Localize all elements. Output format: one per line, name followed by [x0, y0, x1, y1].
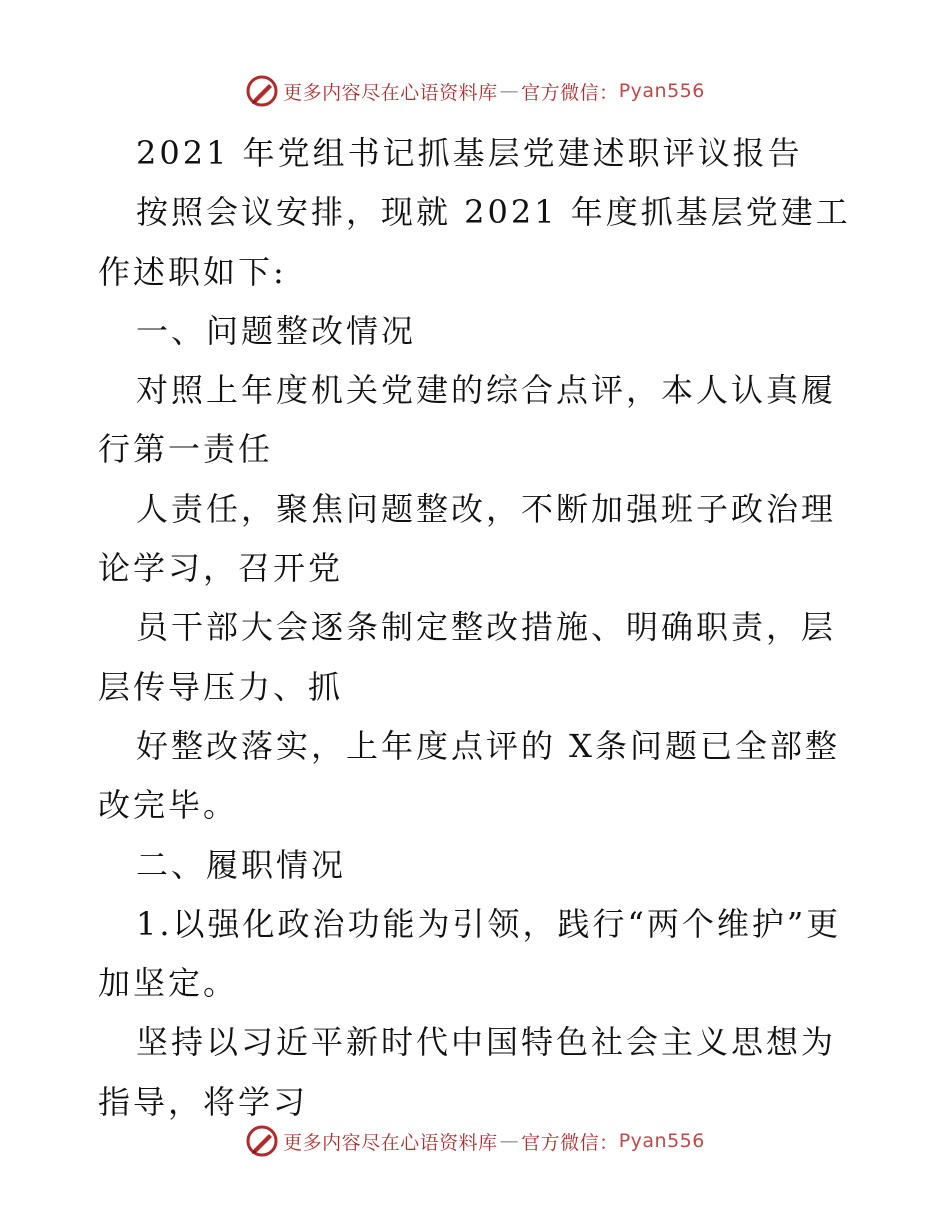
paragraph: 好整改落实，上年度点评的 X条问题已全部整改完毕。 [98, 726, 840, 825]
watermark-brand: 更多内容尽在心语资料库 [283, 81, 498, 104]
watermark-header [0, 74, 950, 108]
section-heading: 二、履职情况 [136, 845, 347, 884]
watermark-brand: 更多内容尽在心语资料库 [283, 1131, 498, 1154]
watermark-wechat-label: 官方微信： [521, 1131, 619, 1154]
paragraph: 1.以强化政治功能为引领，践行“两个维护”更加坚定。 [98, 904, 842, 1003]
paragraph: 员干部大会逐条制定整改措施、明确职责，层层传导压力、抓 [98, 608, 837, 706]
document-body [98, 124, 853, 1132]
paragraph: 对照上年度机关党建的综合点评，本人认真履行第一责任 [98, 371, 837, 469]
watermark-wechat-id: Pyan556 [618, 1130, 705, 1152]
paragraph: 人责任，聚焦问题整改，不断加强班子政治理论学习，召开党 [98, 489, 837, 588]
pen-logo-icon [245, 1124, 279, 1158]
watermark-dash: — [499, 1130, 520, 1152]
watermark-footer [0, 1124, 950, 1158]
watermark-wechat-id: Pyan556 [618, 80, 705, 102]
pen-logo-icon [245, 74, 279, 108]
watermark-wechat-label: 官方微信： [521, 81, 619, 104]
paragraph: 坚持以习近平新时代中国特色社会主义思想为指导，将学习 [98, 1023, 837, 1121]
watermark-dash: — [499, 80, 520, 102]
section-heading: 一、问题整改情况 [136, 311, 417, 350]
paragraph: 按照会议安排，现就 2021 年度抓基层党建工作述职如下: [98, 193, 851, 291]
document-title: 2021 年党组书记抓基层党建述职评议报告 [136, 134, 803, 172]
